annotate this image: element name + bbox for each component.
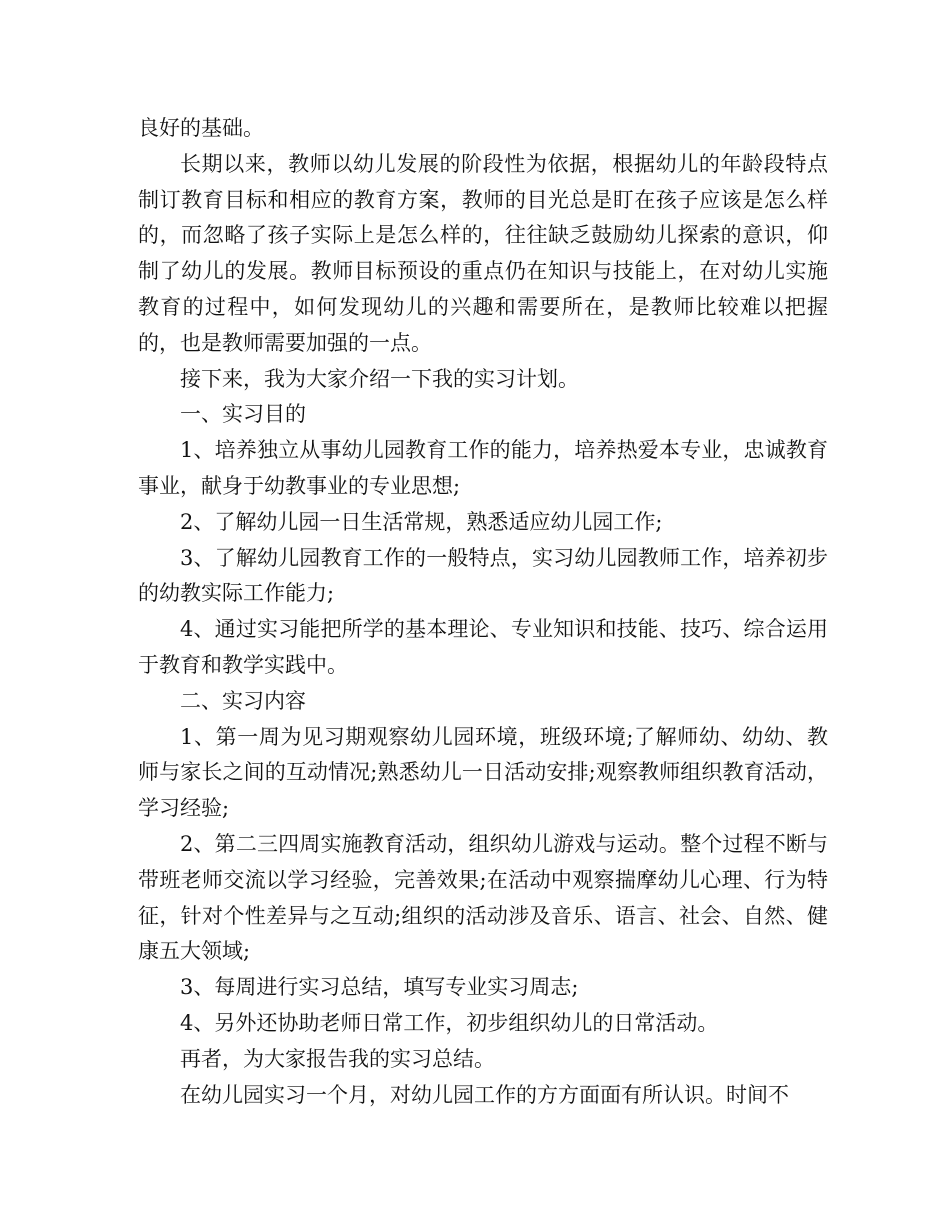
- list-item-purpose-1: 1、培养独立从事幼儿园教育工作的能力，培养热爱本专业，忠诚教育事业，献身于幼教事业的专业思想;: [138, 438, 828, 498]
- paragraph-continuation: 良好的基础。: [138, 116, 264, 140]
- paragraph-summary-start: 在幼儿园实习一个月，对幼儿园工作的方方面面有所认识。时间不: [180, 1082, 789, 1107]
- paragraph-plan-intro: 接下来，我为大家介绍一下我的实习计划。: [180, 366, 579, 391]
- paragraph-teacher-goals: 长期以来，教师以幼儿发展的阶段性为依据，根据幼儿的年龄段特点制订教育目标和相应的教育方案，教师的目光总是盯在孩子应该是怎么样的，而忽略了孩子实际上是怎么样的，往往缺乏鼓励幼儿探索的意识，仰制了幼儿的发展。教师目标预设的重点仍在知识与技能上，在对幼儿实施教育的过程中，如何发现幼儿的兴趣和需要所在，是教师比较难以把握的，也是教师需要加强的一点。: [138, 151, 828, 355]
- section-heading-content: 二、实习内容: [180, 688, 306, 713]
- document-body: [138, 111, 828, 1113]
- list-item-content-4: 4、另外还协助老师日常工作，初步组织幼儿的日常活动。: [180, 1010, 719, 1035]
- list-item-content-2: 2、第二三四周实施教育活动，组织幼儿游戏与运动。整个过程不断与带班老师交流以学习经验，完善效果;在活动中观察揣摩幼儿心理、行为特征，针对个性差异与之互动;组织的活动涉及音乐、语言、社会、自然、健康五大领域;: [138, 831, 828, 964]
- paragraph-summary-intro: 再者，为大家报告我的实习总结。: [180, 1046, 495, 1071]
- list-item-content-1: 1、第一周为见习期观察幼儿园环境，班级环境;了解师幼、幼幼、教师与家长之间的互动情况;熟悉幼儿一日活动安排;观察教师组织教育活动，学习经验;: [138, 724, 828, 821]
- list-item-purpose-2: 2、了解幼儿园一日生活常规，熟悉适应幼儿园工作;: [180, 509, 663, 534]
- list-item-content-3: 3、每周进行实习总结，填写专业实习周志;: [180, 975, 579, 1000]
- list-item-purpose-4: 4、通过实习能把所学的基本理论、专业知识和技能、技巧、综合运用于教育和教学实践中。: [138, 617, 828, 677]
- section-heading-purpose: 一、实习目的: [180, 402, 306, 427]
- list-item-purpose-3: 3、了解幼儿园教育工作的一般特点，实习幼儿园教师工作，培养初步的幼教实际工作能力;: [138, 545, 828, 606]
